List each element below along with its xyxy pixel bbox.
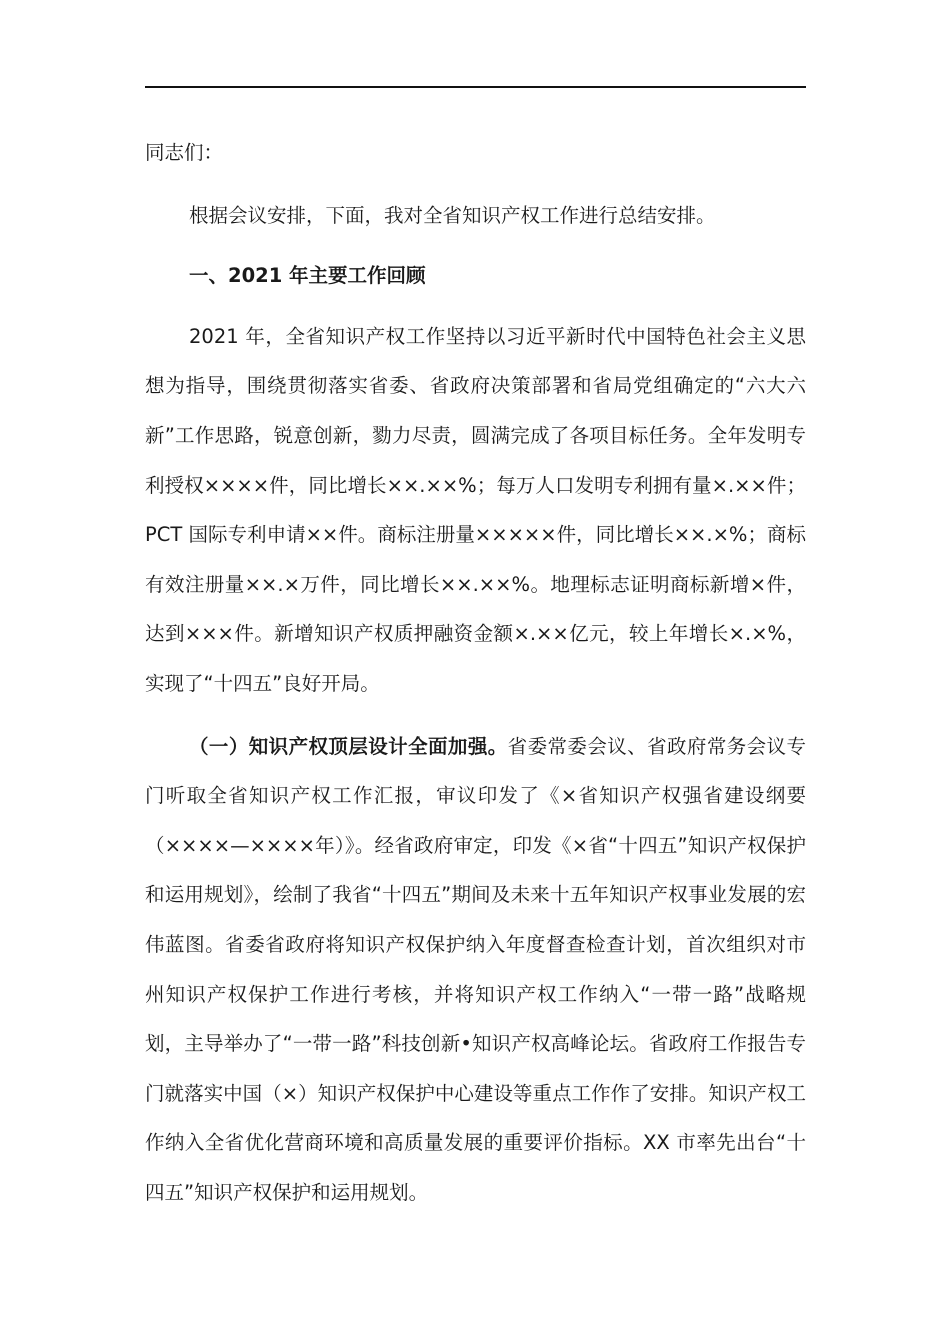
document-body [145,128,806,1217]
header-rule [145,86,806,88]
subsection-lead: （一）知识产权顶层设计全面加强。 [189,734,508,758]
subsection-body: 省委常委会议、省政府常务会议专门听取全省知识产权工作汇报，审议印发了《×省知识产权强省建设纲要（××××—××××年）》。经省政府审定，印发《×省“十四五”知识产权保护和运用规划》，绘制了我省“十四五”期间及未来十五年知识产权事业发展的宏伟蓝图。省委省政府将知识产权保护纳入年度督查检查计划，首次组织对市州知识产权保护工作进行考核，并将知识产权工作纳入“一带一路”战略规划，主导举办了“一带一路”科技创新•知识产权高峰论坛。省政府工作报告专门就落实中国（×）知识产权保护中心建设等重点工作作了安排。知识产权工作纳入全省优化营商环境和高质量发展的重要评价指标。XX 市率先出台“十四五”知识产权保护和运用规划。 [145,734,806,1204]
summary-paragraph: 2021 年，全省知识产权工作坚持以习近平新时代中国特色社会主义思想为指导，围绕贯彻落实省委、省政府决策部署和省局党组确定的“六大六新”工作思路，锐意创新，勠力尽责，圆满完成了各项目标任务。全年发明专利授权××××件，同比增长××.××%；每万人口发明专利拥有量×.××件；PCT 国际专利申请××件。商标注册量×××××件，同比增长××.×%；商标有效注册量××.×万件，同比增长××.××%。地理标志证明商标新增×件，达到×××件。新增知识产权质押融资金额×.××亿元，较上年增长×.×%，实现了“十四五”良好开局。 [145,324,806,695]
section-heading: 一、2021 年主要工作回顾 [189,264,426,288]
subsection-paragraph [145,722,806,1218]
intro-paragraph: 根据会议安排，下面，我对全省知识产权工作进行总结安排。 [189,203,716,227]
salutation: 同志们： [145,141,224,164]
